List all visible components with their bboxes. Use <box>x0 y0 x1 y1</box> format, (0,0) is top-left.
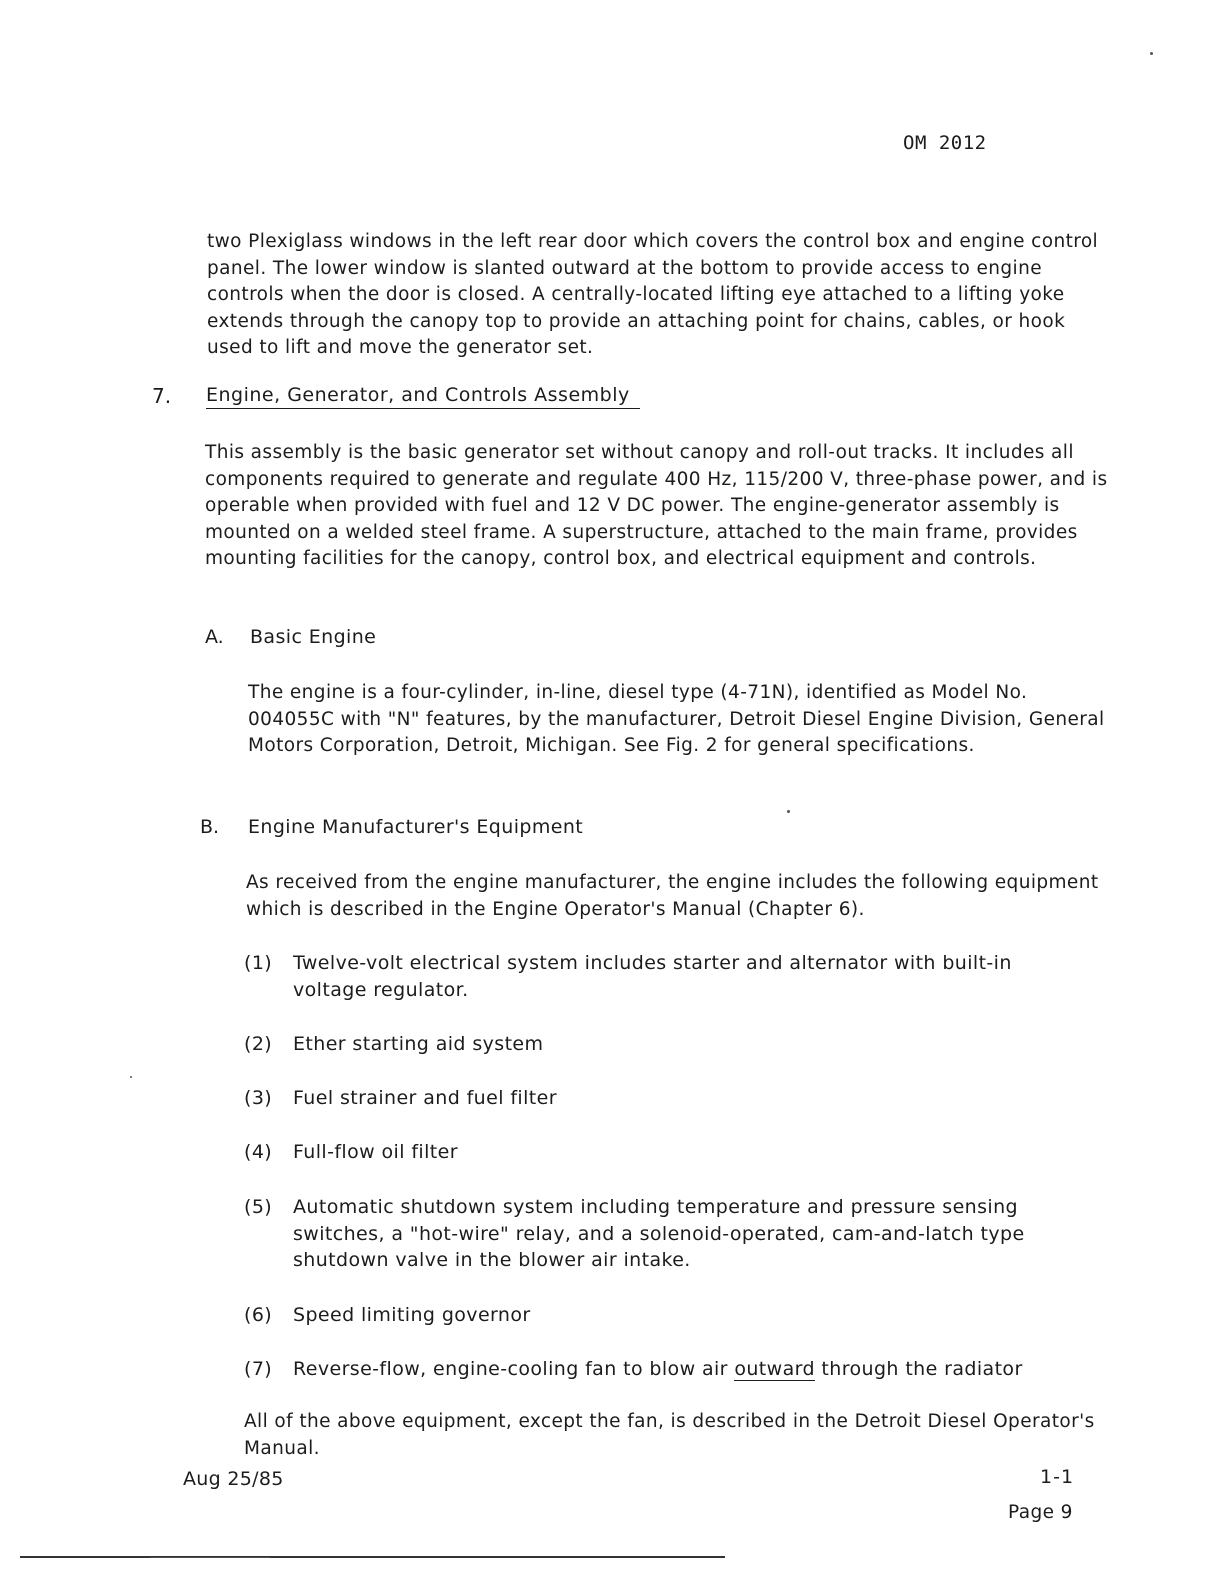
continuation-paragraph: two Plexiglass windows in the left rear door which covers the control box and engine control panel. The lower window is slanted outward at the bottom to provide access to engine controls when the door is closed. A centrally-located lifting eye attached to a lifting yoke extends through the canopy top to provide an attaching point for chains, cables, or hook used to lift and move the generator set. <box>207 231 1099 358</box>
list-item-number: (3) <box>244 1087 273 1109</box>
subsection-a-letter: A. <box>205 626 224 648</box>
list-item-text: Ether starting aid system <box>293 1033 544 1055</box>
scan-edge-line <box>20 1556 725 1558</box>
section-intro-paragraph: This assembly is the basic generator set without canopy and roll-out tracks. It includes all components required to generate and regulate 400 Hz, 115/200 V, three-phase power, and is operable when provided with fuel and 12 V DC power. The engine-generator assembly is mounted on a welded steel frame. A superstructure, attached to the main frame, provides mounting facilities for the canopy, control box, and electrical equipment and controls. <box>205 442 1108 569</box>
page-number: Page 9 <box>1008 1502 1073 1523</box>
list-item-text: Twelve-volt electrical system includes starter and alternator with built-in voltage regulator. <box>293 952 1012 1001</box>
list-item-text <box>293 1356 1083 1383</box>
list-item-number: (5) <box>244 1196 273 1218</box>
document-code: OM 2012 <box>903 132 987 154</box>
subsection-b-letter: B. <box>200 816 220 838</box>
list-item-number: (4) <box>244 1141 273 1163</box>
scan-speck <box>130 1076 132 1078</box>
equipment-intro-paragraph: As received from the engine manufacturer, the engine includes the following equipment which is described in the Engine Operator's Manual (Chapter 6). <box>246 872 1099 920</box>
list-item-text-before: Reverse-flow, engine-cooling fan to blow air <box>293 1358 735 1380</box>
basic-engine-paragraph: The engine is a four-cylinder, in-line, diesel type (4-71N), identified as Model No. 004055C with "N" features, by the manufacturer, Detroit Diesel Engine Division, General Motors Corporation, Detroit, Michigan. See Fig. 2 for general specifications. <box>248 682 1105 756</box>
closing-paragraph: All of the above equipment, except the fan, is described in the Detroit Diesel Operator's Manual. <box>244 1411 1095 1459</box>
footer-date: Aug 25/85 <box>183 1468 284 1490</box>
scan-edge-line-blue <box>150 1557 270 1558</box>
list-item-number: (6) <box>244 1304 273 1326</box>
section-title: Engine, Generator, and Controls Assembly <box>206 384 640 409</box>
list-item-number: (1) <box>244 952 273 974</box>
section-number: 7. <box>152 384 172 408</box>
scan-speck <box>1150 52 1153 55</box>
list-item-text: Full-flow oil filter <box>293 1141 458 1163</box>
scan-speck <box>787 810 790 813</box>
list-item-number: (7) <box>244 1358 273 1380</box>
subsection-a-title: Basic Engine <box>250 626 377 648</box>
list-item-text: Speed limiting governor <box>293 1304 531 1326</box>
underlined-word: outward <box>734 1358 815 1380</box>
list-item-text: Automatic shutdown system including temperature and pressure sensing switches, a "hot-wire" relay, and a solenoid-operated, cam-and-latch type shutdown valve in the blower air intake. <box>293 1196 1025 1271</box>
footer-section-page: 1-1 <box>1040 1466 1075 1488</box>
subsection-b-title: Engine Manufacturer's Equipment <box>248 816 584 838</box>
list-item-text: Fuel strainer and fuel filter <box>293 1087 557 1109</box>
list-item-text-after: through the radiator <box>814 1358 1023 1380</box>
list-item-number: (2) <box>244 1033 273 1055</box>
